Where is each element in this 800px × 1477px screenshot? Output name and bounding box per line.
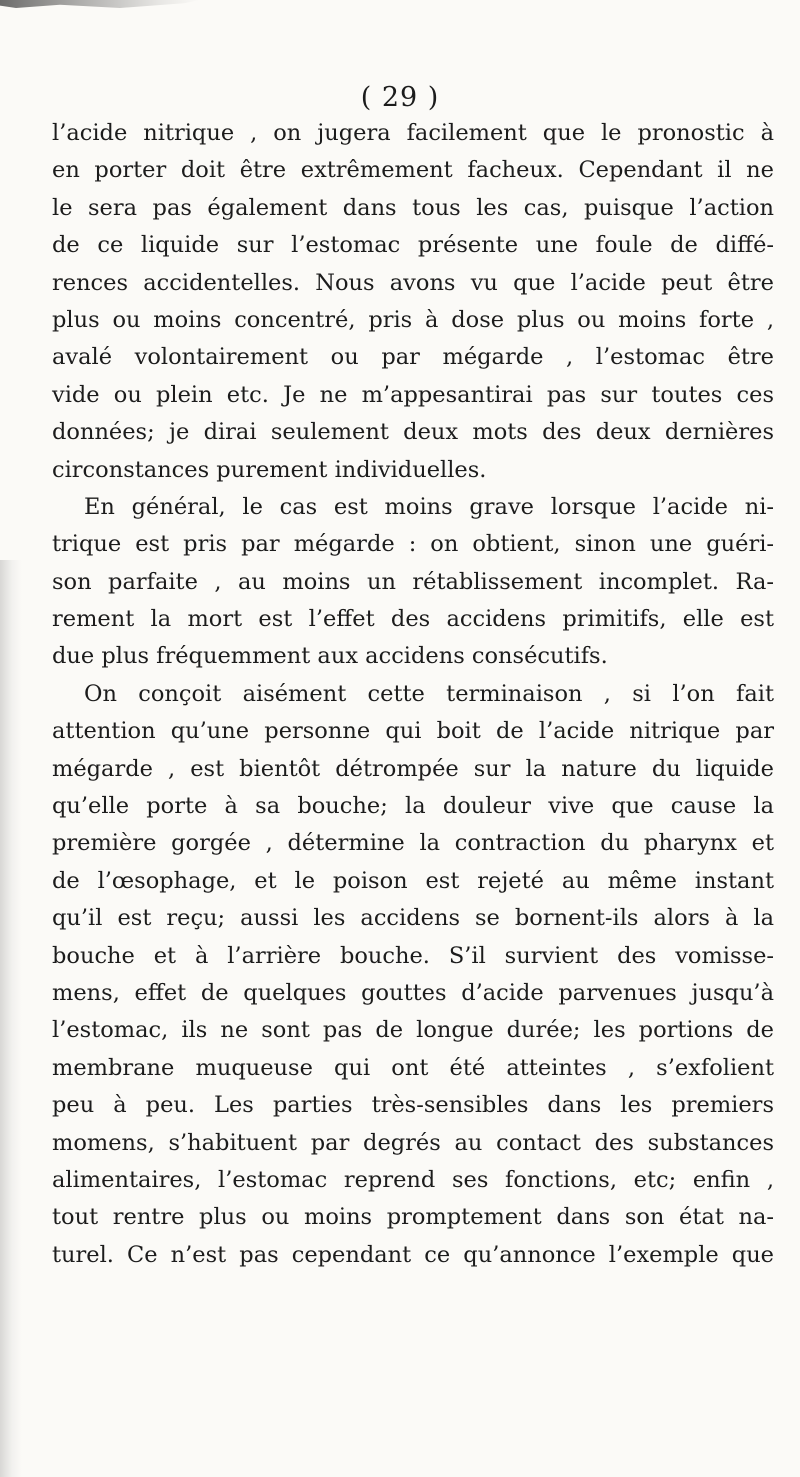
page-edge-mark bbox=[0, 0, 200, 8]
text-line: première gorgée , détermine la contraction du pharynx et bbox=[52, 830, 774, 857]
text-line: bouche et à l’arrière bouche. S’il survient des vomisse- bbox=[52, 942, 774, 969]
text-line: de l’œsophage, et le poison est rejeté au même instant bbox=[52, 867, 774, 894]
body-text bbox=[52, 115, 774, 1274]
text-line: membrane muqueuse qui ont été atteintes , s’exfolient bbox=[52, 1054, 774, 1081]
text-line: le sera pas également dans tous les cas, puisque l’action bbox=[52, 194, 774, 221]
text-line: en porter doit être extrêmement facheux. Cependant il ne bbox=[52, 157, 774, 184]
text-line: rement la mort est l’effet des accidens primitifs, elle est bbox=[52, 606, 774, 633]
text-line: rences accidentelles. Nous avons vu que l’acide peut être bbox=[52, 269, 774, 296]
text-line: données; je dirai seulement deux mots des deux dernières bbox=[52, 419, 774, 446]
text-line: l’estomac, ils ne sont pas de longue durée; les portions de bbox=[52, 1017, 774, 1044]
text-line: momens, s’habituent par degrés au contact des substances bbox=[52, 1129, 774, 1156]
text-line: attention qu’une personne qui boit de l’acide nitrique par bbox=[52, 718, 774, 745]
text-line: son parfaite , au moins un rétablissement incomplet. Ra- bbox=[52, 568, 774, 595]
text-line: mégarde , est bientôt détrompée sur la nature du liquide bbox=[52, 755, 774, 782]
text-line: turel. Ce n’est pas cependant ce qu’annonce l’exemple que bbox=[52, 1241, 774, 1268]
text-line: trique est pris par mégarde : on obtient, sinon une guéri- bbox=[52, 531, 774, 558]
text-line: due plus fréquemment aux accidens consécutifs. bbox=[52, 643, 608, 670]
text-line: l’acide nitrique , on jugera facilement que le pronostic à bbox=[52, 120, 774, 146]
text-line: avalé volontairement ou par mégarde , l’estomac être bbox=[52, 344, 774, 371]
binding-shadow bbox=[0, 560, 22, 1477]
text-line: peu à peu. Les parties très-sensibles dans les premiers bbox=[52, 1092, 774, 1119]
text-line: de ce liquide sur l’estomac présente une foule de diffé- bbox=[52, 232, 774, 259]
text-line: vide ou plein etc. Je ne m’appesantirai pas sur toutes ces bbox=[52, 381, 774, 408]
text-line: qu’elle porte à sa bouche; la douleur vive que cause la bbox=[52, 793, 774, 820]
text-line: qu’il est reçu; aussi les accidens se bornent-ils alors à la bbox=[52, 905, 774, 932]
page-number: ( 29 ) bbox=[360, 82, 440, 113]
text-line: alimentaires, l’estomac reprend ses fonctions, etc; enfin , bbox=[52, 1166, 774, 1193]
text-line: plus ou moins concentré, pris à dose plus ou moins forte , bbox=[52, 306, 774, 333]
text-line: circonstances purement individuelles. bbox=[52, 456, 487, 483]
text-line: En général, le cas est moins grave lorsque l’acide ni- bbox=[84, 493, 774, 520]
text-line: mens, effet de quelques gouttes d’acide parvenues jusqu’à bbox=[52, 979, 774, 1006]
text-line: tout rentre plus ou moins promptement dans son état na- bbox=[52, 1204, 774, 1231]
text-line: On conçoit aisément cette terminaison , si l’on fait bbox=[84, 680, 774, 707]
